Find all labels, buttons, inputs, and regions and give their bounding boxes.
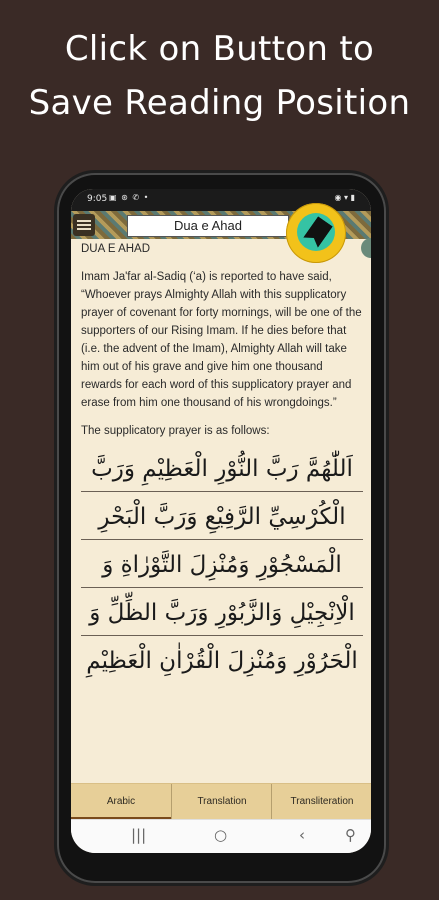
reading-content [81, 243, 363, 683]
arabic-line: الْحَرُوْرِ وَمُنْزِلَ الْقُرْاٰنِ الْعَظِيْمِ [86, 648, 358, 674]
system-nav-bar [71, 819, 371, 853]
tab-transliteration[interactable]: Transliteration [271, 784, 371, 820]
app-toolbar [71, 211, 371, 239]
menu-icon [77, 220, 91, 222]
intro-note: The supplicatory prayer is as follows: [81, 425, 270, 437]
promo-caption [0, 22, 439, 130]
home-icon[interactable]: ○ [214, 826, 228, 844]
arabic-line: اَللّٰهُمَّ رَبَّ النُّوْرِ الْعَظِيْمِ وَرَبَّ [81, 444, 363, 492]
dua-heading: DUA E AHAD [81, 243, 151, 255]
arabic-line: الْاِنْجِيْلِ وَالزَّبُوْرِ وَرَبَّ الظِّلِّ وَ [81, 588, 363, 636]
arabic-line: الْكُرْسِيِّ الرَّفِيْعِ وَرَبَّ الْبَحْرِ [81, 492, 363, 540]
status-time: 9:05 [87, 194, 108, 204]
menu-icon-bar [77, 224, 91, 226]
tab-arabic[interactable]: Arabic [106, 796, 136, 807]
tab-translation[interactable]: Translation [171, 784, 272, 820]
tab-bar [71, 783, 371, 820]
status-system-icons: ◉ ▾ ▮ [334, 193, 355, 202]
accessibility-icon[interactable]: ⚲ [345, 826, 356, 844]
page-title: Dua e Ahad [127, 215, 289, 237]
promo-line-1: Click on Button to [64, 29, 375, 69]
status-notification-icons: ▣ ⊛ ✆ • [109, 193, 150, 202]
back-icon[interactable]: ‹ [299, 826, 305, 844]
intro-paragraph: Imam Ja'far al-Sadiq (‘a) is reported to have said, “Whoever prays Almighty Allah with this supplicatory prayer of covenant for forty mornings, will be one of the supporters of our Rising Imam. If he dies before that (i.e. the advent of the Imam), Almighty Allah will take him out of his grave and give him one thousand rewards for each word of this supplicatory prayer and erase from him one thousand of his wrongdoings.” [81, 271, 362, 409]
menu-button[interactable] [73, 214, 95, 236]
promo-line-2: Save Reading Position [28, 83, 411, 123]
menu-icon-bar [77, 228, 91, 230]
arabic-line: الْمَسْجُوْرِ وَمُنْزِلَ التَّوْرٰاةِ وَ [81, 540, 363, 588]
app-screen [71, 189, 371, 853]
recents-icon[interactable]: ||| [131, 826, 147, 844]
